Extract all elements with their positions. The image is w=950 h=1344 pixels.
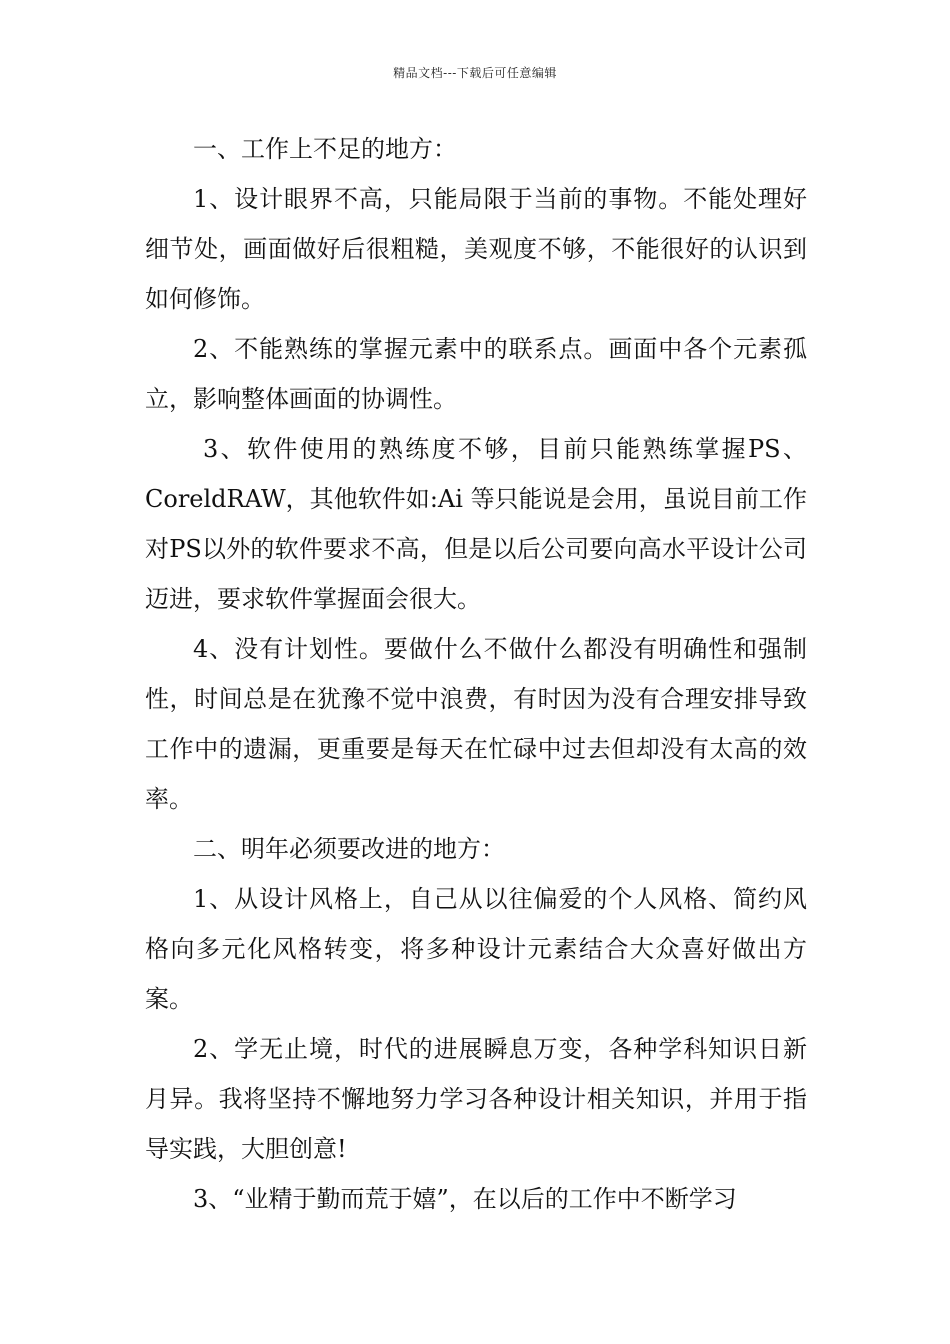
paragraph: 1、设计眼界不高，只能局限于当前的事物。不能处理好细节处，画面做好后很粗糙，美观度不够，不能很好的认识到如何修饰。 bbox=[145, 185, 807, 313]
page-header: 精品文档---下载后可任意编辑 bbox=[393, 66, 557, 80]
paragraph: 3、“业精于勤而荒于嬉”，在以后的工作中不断学习 bbox=[193, 1185, 737, 1213]
paragraph: 4、没有计划性。要做什么不做什么都没有明确性和强制性，时间总是在犹豫不觉中浪费，有时因为没有合理安排导致工作中的遗漏，更重要是每天在忙碌中过去但却没有太高的效率。 bbox=[145, 635, 807, 813]
paragraph: 2、学无止境，时代的进展瞬息万变，各种学科知识日新月异。我将坚持不懈地努力学习各种设计相关知识，并用于指导实践，大胆创意! bbox=[145, 1035, 807, 1163]
document-body bbox=[145, 124, 807, 1224]
paragraph: 3、软件使用的熟练度不够，目前只能熟练掌握PS、CoreldRAW，其他软件如:Ai 等只能说是会用，虽说目前工作对PS以外的软件要求不高，但是以后公司要向高水平设计公司迈进，要求软件掌握面会很大。 bbox=[145, 435, 807, 613]
section-heading-1: 一、工作上不足的地方： bbox=[193, 135, 457, 163]
section-heading-2: 二、明年必须要改进的地方： bbox=[193, 835, 505, 863]
paragraph: 1、从设计风格上，自己从以往偏爱的个人风格、简约风格向多元化风格转变，将多种设计元素结合大众喜好做出方案。 bbox=[145, 885, 807, 1013]
paragraph: 2、不能熟练的掌握元素中的联系点。画面中各个元素孤立，影响整体画面的协调性。 bbox=[145, 335, 807, 413]
